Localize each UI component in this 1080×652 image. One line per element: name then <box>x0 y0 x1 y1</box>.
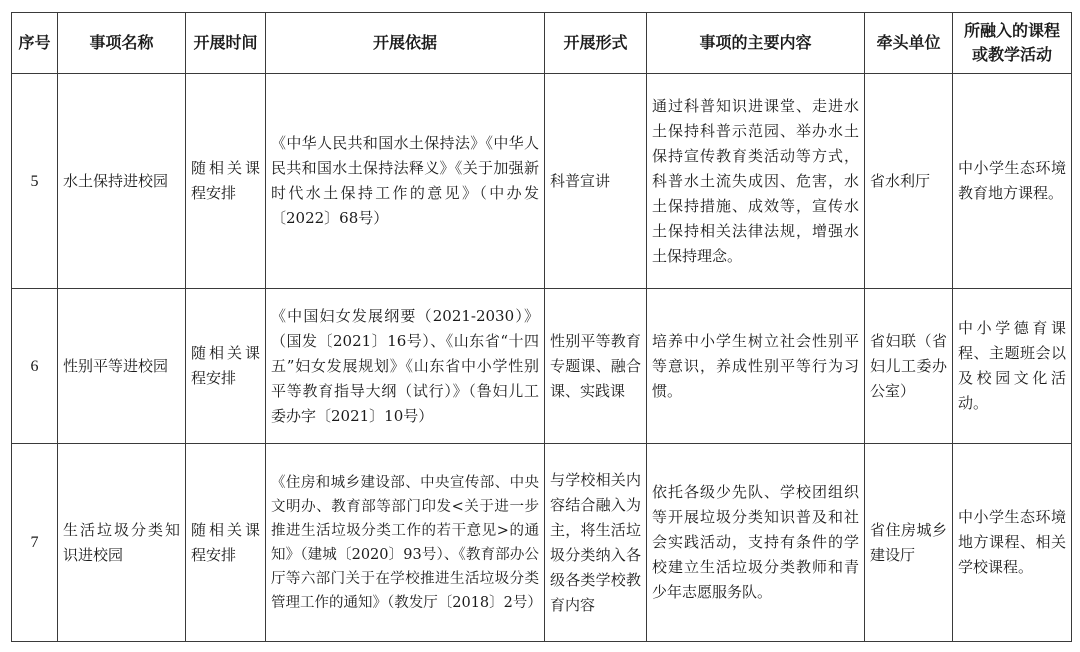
row-content <box>647 444 865 642</box>
row-lead-text: 省住房城乡建设厅 <box>870 520 947 564</box>
row-seq: 6 <box>12 289 58 444</box>
row-course <box>953 289 1072 444</box>
row-basis <box>266 444 545 642</box>
header-name: 事项名称 <box>58 13 186 74</box>
row-time-text: 随相关课程安排 <box>191 520 260 564</box>
row-seq: 5 <box>12 74 58 289</box>
row-form-text: 与学校相关内容结合融入为主，将生活垃圾分类纳入各级各类学校教育内容 <box>550 470 641 614</box>
header-content: 事项的主要内容 <box>647 13 865 74</box>
header-lead: 牵头单位 <box>865 13 953 74</box>
row-content-text: 依托各级少先队、学校团组织等开展垃圾分类知识普及和社会实践活动，支持有条件的学校建立生活垃圾分类教师和青少年志愿服务队。 <box>652 483 859 601</box>
table-row <box>12 289 1072 444</box>
row-content <box>647 289 865 444</box>
header-course-line2: 或教学活动 <box>971 45 1052 64</box>
row-basis <box>266 74 545 289</box>
row-form <box>545 289 647 444</box>
row-form <box>545 74 647 289</box>
header-basis: 开展依据 <box>266 13 545 74</box>
row-course-text: 中小学德育课程、主题班会以及校园文化活动。 <box>958 319 1066 412</box>
header-seq: 序号 <box>12 13 58 74</box>
row-time <box>186 444 266 642</box>
row-name-text: 生活垃圾分类知识进校园 <box>63 520 180 564</box>
row-basis-text: 《住房和城乡建设部、中央宣传部、中央文明办、教育部等部门印发<关于进一步推进生活垃圾分类工作的若干意见>的通知》（建城〔2020〕93号）、《教育部办公厅等六部门关于在学校推进生活垃圾分类管理工作的通知》（教发厅〔2018〕2号） <box>271 474 542 611</box>
row-time-text: 随相关课程安排 <box>191 159 260 202</box>
row-content-text: 培养中小学生树立社会性别平等意识，养成性别平等行为习惯。 <box>652 331 859 400</box>
row-lead-text: 省妇联（省妇儿工委办公室） <box>870 331 947 400</box>
row-course <box>953 444 1072 642</box>
row-form-text: 性别平等教育专题课、融合课、实践课 <box>550 331 641 400</box>
row-lead <box>865 289 953 444</box>
row-name <box>58 289 186 444</box>
header-time: 开展时间 <box>186 13 266 74</box>
row-time <box>186 289 266 444</box>
header-form: 开展形式 <box>545 13 647 74</box>
row-time <box>186 74 266 289</box>
row-content-text: 通过科普知识进课堂、走进水土保持科普示范园、举办水土保持宣传教育类活动等方式，科普水土流失成因、危害，水土保持措施、成效等，宣传水土保持相关法律法规，增强水土保持理念。 <box>652 96 859 265</box>
row-name <box>58 444 186 642</box>
table-row <box>12 74 1072 289</box>
row-course-text: 中小学生态环境地方课程、相关学校课程。 <box>958 508 1066 576</box>
row-lead <box>865 444 953 642</box>
row-lead-text: 省水利厅 <box>870 171 931 190</box>
row-course-text: 中小学生态环境教育地方课程。 <box>958 159 1066 202</box>
row-form-text: 科普宣讲 <box>550 171 611 190</box>
header-course <box>953 13 1072 74</box>
row-seq: 7 <box>12 444 58 642</box>
row-basis-text: 《中国妇女发展纲要（2021-2030）》（国发〔2021〕16号）、《山东省“十四五”妇女发展规划》《山东省中小学性别平等教育指导大纲（试行）》（鲁妇儿工委办字〔2021〕10号） <box>271 306 539 425</box>
header-row <box>12 13 1072 74</box>
row-basis-text: 《中华人民共和国水土保持法》《中华人民共和国水土保持法释义》《关于加强新时代水土保持工作的意见》（中办发〔2022〕68号） <box>271 134 539 227</box>
row-time-text: 随相关课程安排 <box>191 344 260 387</box>
row-content <box>647 74 865 289</box>
table-row <box>12 444 1072 642</box>
row-course <box>953 74 1072 289</box>
row-basis <box>266 289 545 444</box>
row-name-text: 性别平等进校园 <box>63 356 169 375</box>
row-name <box>58 74 186 289</box>
header-course-line1: 所融入的课程 <box>963 21 1060 40</box>
row-lead <box>865 74 953 289</box>
row-name-text: 水土保持进校园 <box>63 171 169 190</box>
activities-table <box>11 12 1072 642</box>
row-form <box>545 444 647 642</box>
